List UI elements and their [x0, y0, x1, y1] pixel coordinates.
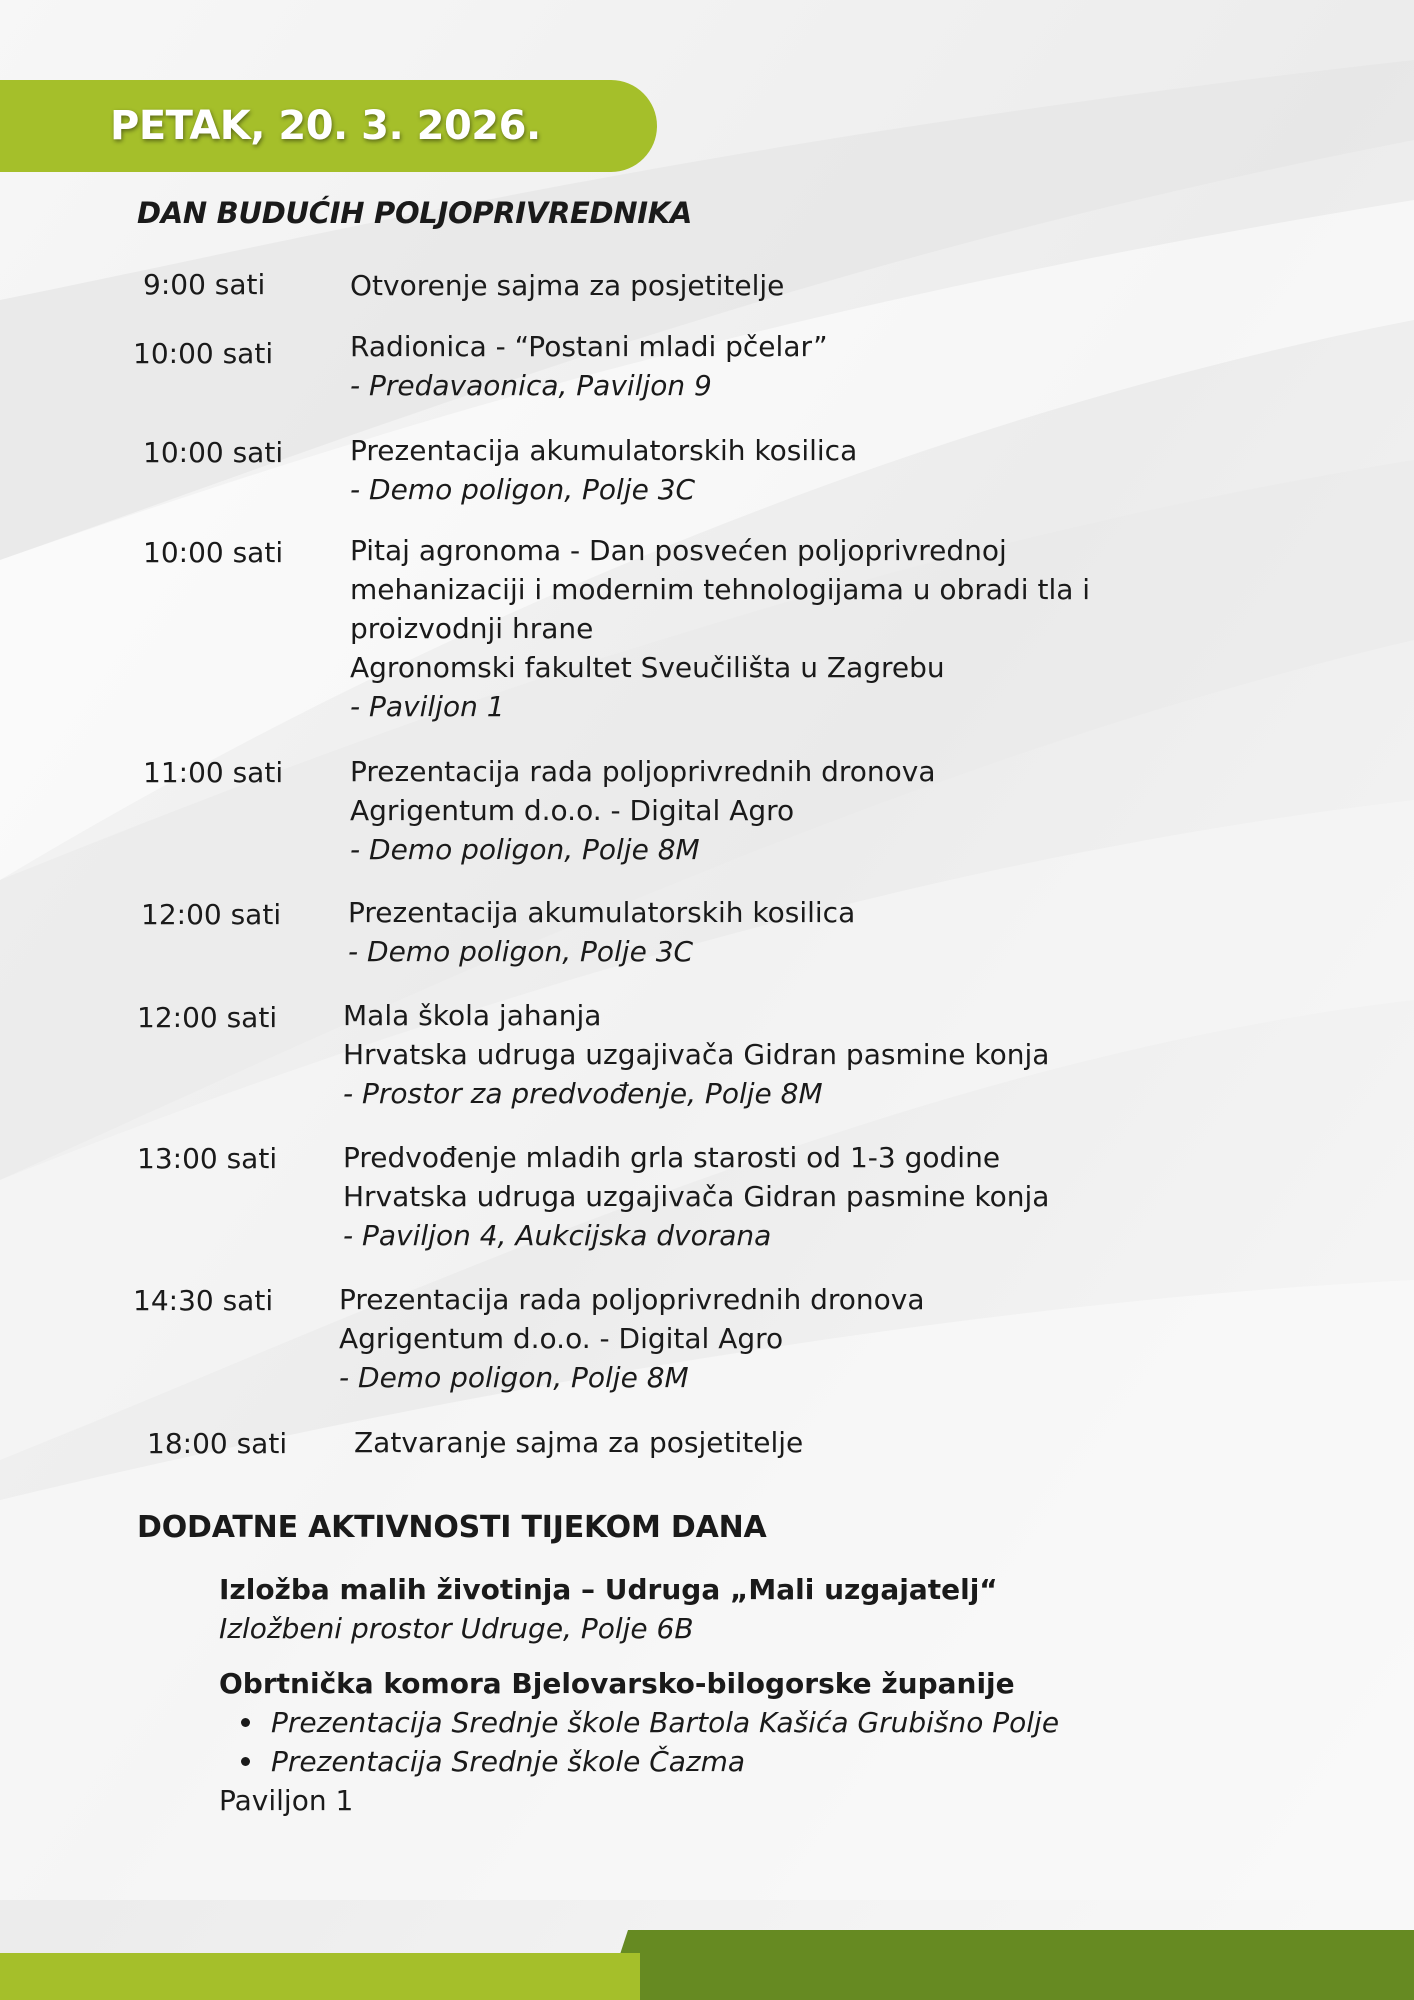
activity-line: Otvorenje sajma za posjetitelje [350, 269, 785, 302]
activity-line: Agrigentum d.o.o. - Digital Agro [350, 794, 795, 827]
schedule-description [350, 752, 936, 869]
activity-line: Prezentacija rada poljoprivrednih dronova [339, 1283, 925, 1316]
activity-line: Prezentacija rada poljoprivrednih dronova [350, 755, 936, 788]
activity-line: Agrigentum d.o.o. - Digital Agro [339, 1322, 784, 1355]
list-item [219, 1703, 1059, 1742]
schedule-description [343, 996, 1049, 1113]
activity-line: Hrvatska udruga uzgajivača Gidran pasmine konja [343, 1038, 1050, 1071]
exhibit-title: Izložba malih životinja – Udruga „Mali uzgajatelj“ [219, 1573, 998, 1606]
extras-title: DODATNE AKTIVNOSTI TIJEKOM DANA [137, 1510, 767, 1545]
activity-line: Zatvaranje sajma za posjetitelje [354, 1426, 804, 1459]
list-item-text: Prezentacija Srednje škole Bartola Kašića Grubišno Polje [271, 1706, 1060, 1739]
activity-location: - Prostor za predvođenje, Polje 8M [343, 1077, 823, 1110]
schedule-description [354, 1423, 803, 1462]
schedule-time: 18:00 sati [147, 1427, 288, 1460]
activity-line: mehanizaciji i modernim tehnologijama u obradi tla i [350, 573, 1091, 606]
activity-location: - Predavaonica, Paviljon 9 [350, 369, 712, 402]
activity-line: Hrvatska udruga uzgajivača Gidran pasmine konja [343, 1180, 1050, 1213]
activity-line: Prezentacija akumulatorskih kosilica [348, 896, 856, 929]
list-item-text: Prezentacija Srednje škole Čazma [271, 1745, 746, 1778]
activity-location: - Paviljon 1 [350, 690, 505, 723]
activity-line: Radionica - “Postani mladi pčelar” [350, 330, 828, 363]
activity-location: - Paviljon 4, Aukcijska dvorana [343, 1219, 772, 1252]
schedule-description [350, 431, 857, 509]
schedule-time: 11:00 sati [143, 756, 284, 789]
date-title: PETAK, 20. 3. 2026. [110, 103, 541, 149]
schedule-description [350, 531, 1090, 726]
activity-line: Prezentacija akumulatorskih kosilica [350, 434, 858, 467]
activity-location: - Demo poligon, Polje 3C [348, 935, 694, 968]
schedule-description [348, 893, 855, 971]
section-title: DAN BUDUĆIH POLJOPRIVREDNIKA [137, 196, 693, 230]
activity-line: Predvođenje mladih grla starosti od 1-3 godine [343, 1141, 1001, 1174]
date-header-band [0, 80, 657, 172]
activity-location: - Demo poligon, Polje 3C [350, 473, 696, 506]
activity-line: proizvodnji hrane [350, 612, 594, 645]
schedule-time: 10:00 sati [133, 337, 274, 370]
schedule-description [350, 266, 784, 305]
schedule-description [339, 1280, 925, 1397]
activity-location: - Demo poligon, Polje 8M [350, 833, 700, 866]
exhibit-location: Izložbeni prostor Udruge, Polje 6B [219, 1612, 694, 1645]
activity-line: Agronomski fakultet Sveučilišta u Zagrebu [350, 651, 945, 684]
schedule-time: 12:00 sati [141, 898, 282, 931]
bullet-icon [241, 1718, 250, 1727]
schedule-time: 14:30 sati [133, 1284, 274, 1317]
chamber-list [219, 1703, 1059, 1781]
schedule-description [350, 327, 828, 405]
list-item [219, 1742, 1059, 1781]
schedule-time: 9:00 sati [143, 268, 266, 301]
schedule-time: 10:00 sati [143, 436, 284, 469]
chamber-block [219, 1664, 1059, 1820]
chamber-location: Paviljon 1 [219, 1784, 354, 1817]
schedule-time: 12:00 sati [137, 1001, 278, 1034]
schedule-time: 10:00 sati [143, 536, 284, 569]
exhibit-block [219, 1570, 998, 1648]
schedule-time: 13:00 sati [137, 1142, 278, 1175]
footer-band-light [0, 1953, 640, 2000]
activity-location: - Demo poligon, Polje 8M [339, 1361, 689, 1394]
activity-line: Mala škola jahanja [343, 999, 602, 1032]
bullet-icon [241, 1757, 250, 1766]
schedule-description [343, 1138, 1049, 1255]
activity-line: Pitaj agronoma - Dan posvećen poljoprivrednoj [350, 534, 1007, 567]
chamber-title: Obrtnička komora Bjelovarsko-bilogorske županije [219, 1667, 1015, 1700]
